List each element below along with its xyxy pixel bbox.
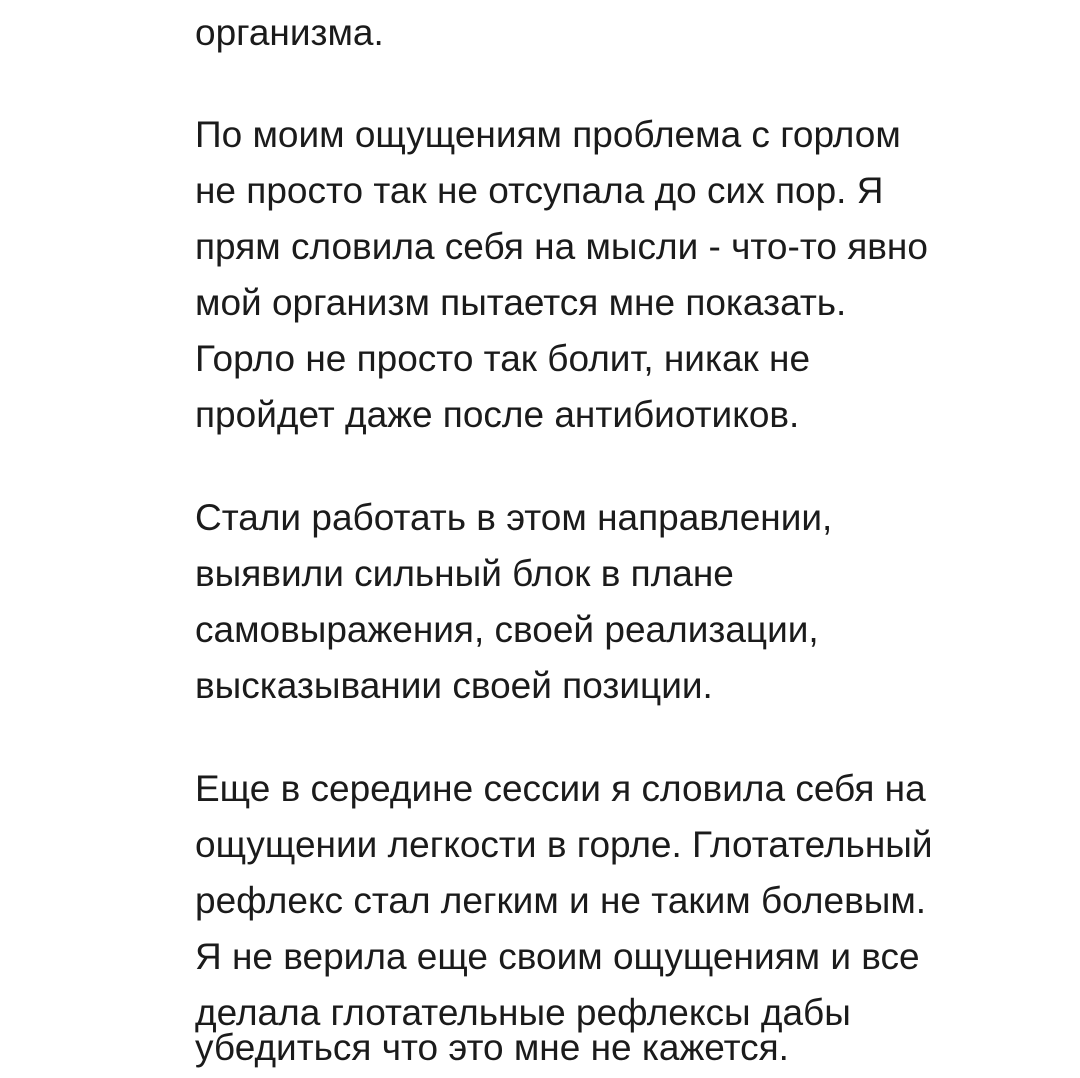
text-line: Стали работать в этом направлении, (195, 497, 833, 538)
text-line: высказывании своей позиции. (195, 665, 713, 706)
text-line: Я не верила еще своим ощущениям и все (195, 936, 920, 977)
text-line: ощущении легкости в горле. Глотательный (195, 824, 933, 865)
text-line: самовыражения, своей реализации, (195, 609, 819, 650)
text-line: рефлекс стал легким и не таким болевым. (195, 880, 927, 921)
text-line: Горло не просто так болит, никак не (195, 338, 811, 379)
text-line: По моим ощущениям проблема с горлом (195, 114, 901, 155)
text-line: организма. (195, 12, 384, 53)
text-line: убедиться что это мне не кажется. (195, 1027, 789, 1068)
text-line: мой организм пытается мне показать. (195, 282, 847, 323)
text-line: прям словила себя на мысли - что-то явно (195, 226, 928, 267)
text-line: пройдет даже после антибиотиков. (195, 394, 800, 435)
text-line: делала глотательные рефлексы дабы (195, 992, 851, 1033)
text-line: выявили сильный блок в плане (195, 553, 734, 594)
text-line: не просто так не отсупала до сих пор. Я (195, 170, 884, 211)
text-line: Еще в середине сессии я словила себя на (195, 768, 926, 809)
